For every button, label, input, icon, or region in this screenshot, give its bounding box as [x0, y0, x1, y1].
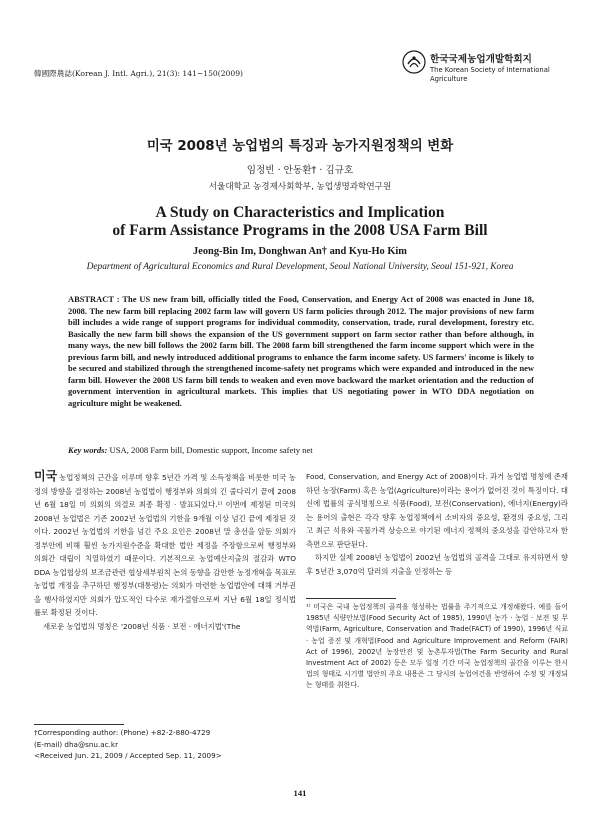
affiliation-korean: 서울대학교 농경제사회학부, 농업생명과학연구원: [208, 182, 392, 192]
body-right-column: [306, 470, 568, 578]
page-number: 141: [293, 788, 307, 798]
authors-english: Jeong-Bin Im, Donghwan An† and Kyu-Ho Kim: [193, 246, 407, 257]
journal-citation: 韓國際農誌(Korean J. Intl. Agri.), 21(3): 141~150(2009): [34, 69, 244, 78]
authors-korean: 임정빈 · 안동환† · 김규호: [246, 165, 354, 176]
keywords-label: Key words:: [68, 445, 108, 455]
abstract-label: ABSTRACT :: [68, 294, 120, 304]
society-logo-icon: [402, 50, 426, 74]
body-left-column: [34, 470, 296, 633]
title-english-line1: A Study on Characteristics and Implication: [155, 204, 445, 221]
footnote-phone: †Corresponding author: (Phone) +82-2-880-4729: [34, 728, 211, 737]
title-korean: 미국 2008년 농업법의 특징과 농가지원정책의 변화: [146, 139, 454, 154]
society-name-ko: 한국국제농업개발학회지: [430, 54, 532, 65]
title-english: [0, 204, 600, 240]
abstract: [68, 294, 534, 409]
footnote-dates: <Received Jun. 21, 2009 / Accepted Sep. 11, 2009>: [34, 751, 222, 760]
body-right-para2: 하지만 실제 2008년 농업법이 2002년 농업법의 골격을 그대로 유지하면서 향후 5년간 3,070억 달러의 지출을 인정하는 등: [306, 553, 568, 576]
keywords: [68, 445, 534, 455]
footnote-1: ¹⁾ 미국은 국내 농업정책의 골격을 형성하는 법률을 주기적으로 개정해왔다. 예를 들어 1985년 식량안보법(Food Security Act of 1985), 1990년 농가 · 농업 · 보전 및 무역법(Farm, Agriculture, Conservation and Trade(FACT) of 1990), 1996년 식료 · 농업 증진 및 개혁법(Food and Agriculture Improvement and Reform (FAIR) Act of 1996), 2002년 농장안전 및 농촌투자법(The Farm Security and Rural Investment Act of 2002) 등은 모두 일정 기간 미국 농업정책의 골간을 이루는 한시법의 형태로 시기별 법안의 주요 내용은 그 당시의 농업여건을 반영하여 수정 및 개정되는 형태를 취한다.: [306, 603, 568, 690]
keywords-text: USA, 2008 Farm bill, Domestic support, Income safety net: [109, 445, 313, 455]
title-english-line2: of Farm Assistance Programs in the 2008 USA Farm Bill: [112, 222, 488, 239]
footnote-rule-right: [306, 598, 396, 599]
affiliation-english: Department of Agricultural Economics and Rural Development, Seoul National University, Seoul 151-921, Korea: [86, 262, 514, 272]
footnote-corresponding: [34, 727, 296, 762]
body-left-para1: 농업정책의 근간을 이루며 향후 5년간 가격 및 소득정책을 비롯한 미국 농정의 방향을 결정하는 2008년 농업법이 행정부와 의회의 긴 줄다리기 끝에 2008년 6월 18일 미 의회의 의결로 최종 확정 · 발표되었다.¹⁾ 이번에 제정된 미국의 2008년 농업법은 기존 2002년 농업법의 기한을 9개월 이상 넘긴 끝에 제정된 것이다. 2002년 농업법의 기한을 넘긴 주요 요인은 2008년 말 총선을 앞둔 의회가 정부안에 비해 훨씬 농가지원수준을 확대한 법안 제정을 주장함으로써 행정부와 의회간 대립이 치열하였기 때문이다. 기본적으로 농업예산지출의 절감과 WTO DDA 농업협상의 보조금관련 협상세부원칙 논의 동향을 감안한 농정개혁을 목표로 농업법 개정을 추구하던 행정부(대통령)는 의회가 마련한 농업법안에 대해 거부권을 행사하였지만 의회가 압도적인 다수로 재가결함으로써 지난 6월 18일 정식법률로 확정된 것이다.: [34, 473, 296, 617]
footnote-rule-left: [34, 724, 124, 725]
body-left-para2: 새로운 농업법의 명칭은 '2008년 식품 · 보전 · 에너지법'(The: [43, 621, 241, 631]
society-name-en: The Korean Society of International Agriculture: [430, 66, 550, 83]
abstract-text: The US new fram bill, officially titled the Food, Conservation, and Energy Act of 2008 was enacted in June 18, 2008. The new farm bill replacing 2002 farm law will govern US farm policies through 2012. The major provisions of new farm bill includes a wide range of support programs for individual commodity, conservation, trade, rural development, forestry etc. Basically the new farm bill shows the expansion of the US government support on farm sector rather than before although, in many ways, the new bill follows the 2002 farm bill. The 2008 farm bill strengthened the farm income support which were in the previous farm bill, and newly introduced additional programs to enhance the farm income safety. US farmers' income is likely to be secured and stabilized through the strengthened income-safety net programs which were expanded and introduced in the new farm bill. However the 2008 US farm bill tends to weaken and even move backward the market orientation and the reduction of government intervention in agricultural markets. This implies that US negotiating power in WTO DDA negotiation on agriculture might be weakened.: [68, 294, 534, 408]
dropcap: 미국: [34, 469, 58, 483]
footnote-email: (E-mail) dha@snu.ac.kr: [34, 739, 119, 749]
body-right-para1: Food, Conservation, and Energy Act of 2008)이다. 과거 농업법 명칭에 존재하던 농장(Farm) 혹은 농업(Agriculture)이라는 용어가 없어진 것이 특징이다. 대신에 법률의 공식명칭으로 식품(Food), 보전(Conservation), 에너지(Energy)라는 용어의 출현은 각각 향후 농업정책에서 소비자의 중요성, 환경의 중요성, 그리고 최근 석유와 곡물가격 상승으로 야기된 에너지 정책의 중요성을 감안하고자 한 측면으로 판단된다.: [306, 472, 568, 549]
